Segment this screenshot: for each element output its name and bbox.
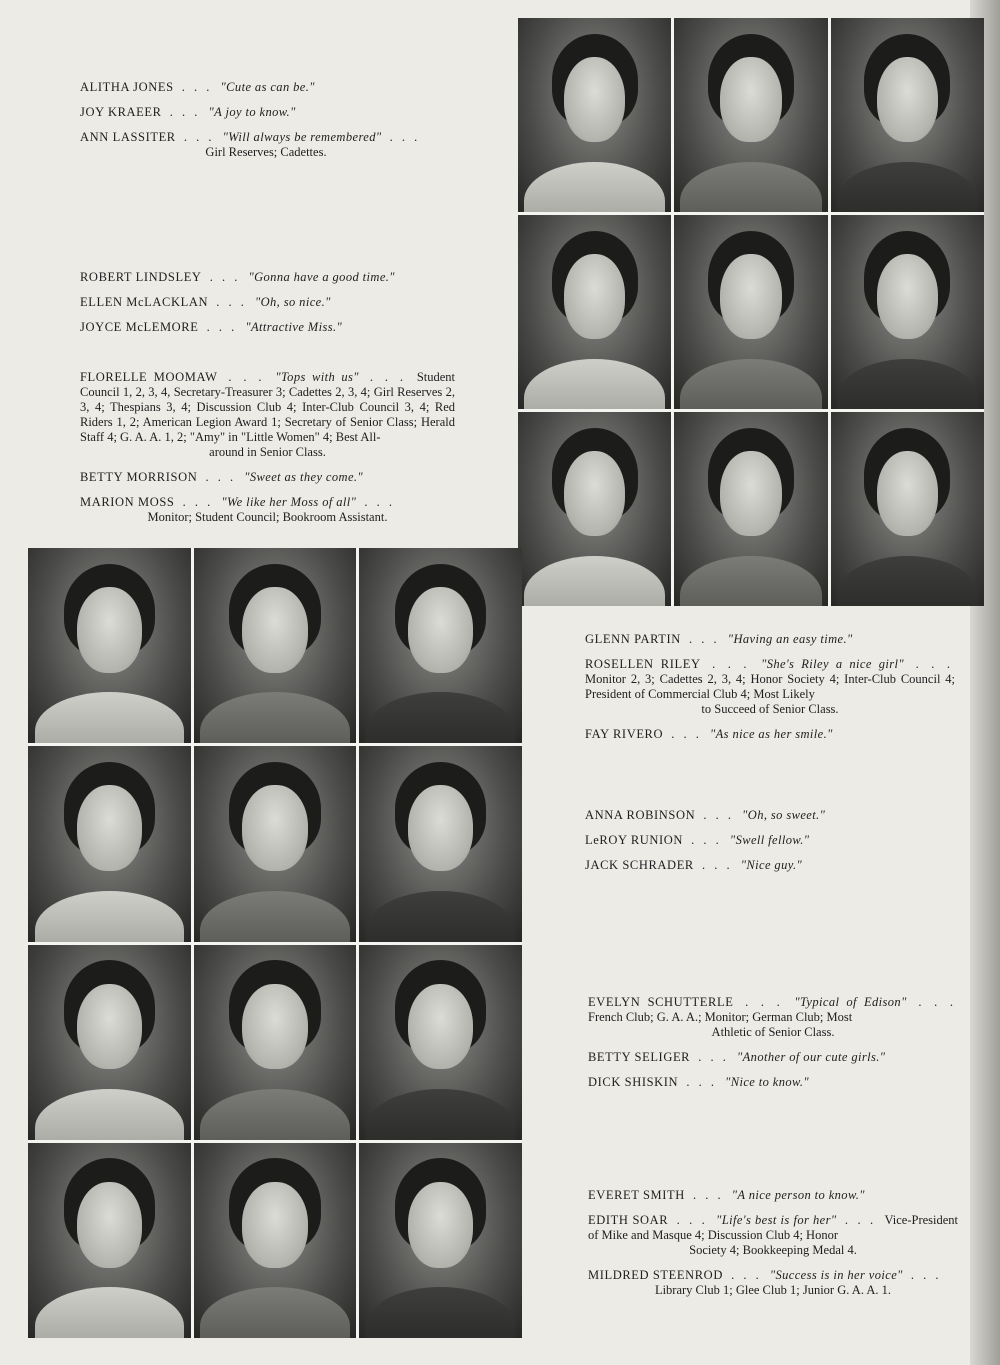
student-name: JACK SCHRADER [585,858,694,872]
student-activities-continued: Monitor; Student Council; Bookroom Assistant. [147,510,388,524]
senior-portrait-photo [194,746,357,941]
text-block-right-1 [585,632,955,752]
student-name: MILDRED STEENROD [588,1268,723,1282]
text-block-low-left [80,370,455,535]
senior-portrait-photo [194,1143,357,1338]
student-name: EVERET SMITH [588,1188,685,1202]
student-quote: "Oh, so nice." [254,295,331,309]
student-activities: French Club; G. A. A.; Monitor; German Club; Most [588,1010,853,1024]
senior-entry: ELLEN McLACKLAN . . . "Oh, so nice." [80,295,331,309]
text-block-top-left [80,80,452,170]
student-name: EDITH SOAR [588,1213,669,1227]
student-quote: "Success is in her voice" [769,1268,903,1282]
senior-portrait-photo [831,215,984,409]
student-activities-continued: Library Club 1; Glee Club 1; Junior G. A. A. 1. [654,1283,892,1297]
student-name: BETTY MORRISON [80,470,198,484]
student-name: DICK SHISKIN [588,1075,679,1089]
student-name: ROBERT LINDSLEY [80,270,202,284]
student-quote: "Tops with us" [275,370,359,384]
senior-entry: EDITH SOAR . . . "Life's best is for her" . . . Vice-President of Mike and Masque 4; Discussion Club 4; Honor Society 4; Bookkeeping Medal 4. [588,1213,959,1257]
student-quote: "Attractive Miss." [245,320,343,334]
senior-entry: JOY KRAEER . . . "A joy to know." [80,105,296,119]
senior-portrait-photo [518,18,671,212]
senior-entry: ANN LASSITER . . . "Will always be remembered" . . . Girl Reserves; Cadettes. [80,130,452,160]
senior-portrait-photo [674,412,827,606]
senior-portrait-photo [28,548,191,743]
student-name: LeROY RUNION [585,833,684,847]
text-block-mid-left [80,270,452,345]
student-name: BETTY SELIGER [588,1050,691,1064]
senior-entry: GLENN PARTIN . . . "Having an easy time." [585,632,853,646]
senior-portrait-photo [194,548,357,743]
senior-entry: ROSELLEN RILEY . . . "She's Riley a nice girl" . . . Monitor 2, 3; Cadettes 2, 3, 4; Honor Society 4; Inter-Club Council 4; President of Commercial Club 4; Most Likely to Succeed of Senior Class. [585,657,955,716]
photo-grid-bottom-left [28,548,522,1338]
student-quote: "Oh, so sweet." [742,808,826,822]
senior-portrait-photo [831,18,984,212]
senior-entry: DICK SHISKIN . . . "Nice to know." [588,1075,810,1089]
senior-entry: JOYCE McLEMORE . . . "Attractive Miss." [80,320,343,334]
student-activities-continued: Athletic of Senior Class. [711,1025,835,1039]
student-name: ANNA ROBINSON [585,808,696,822]
senior-portrait-photo [674,215,827,409]
student-quote: "Sweet as they come." [244,470,364,484]
student-quote: "Nice guy." [740,858,803,872]
student-quote: "A nice person to know." [731,1188,865,1202]
student-quote: "Nice to know." [725,1075,810,1089]
student-activities: Monitor 2, 3; Cadettes 2, 3, 4; Honor Society 4; Inter-Club Council 4; President of Commercial Club 4; Most Likely [585,672,955,701]
student-name: JOYCE McLEMORE [80,320,199,334]
senior-entry: MILDRED STEENROD . . . "Success is in her voice" . . . Library Club 1; Glee Club 1; Junior G. A. A. 1. [588,1268,958,1298]
senior-portrait-photo [28,945,191,1140]
student-name: ALITHA JONES [80,80,174,94]
text-block-right-2 [585,808,955,883]
senior-entry: BETTY SELIGER . . . "Another of our cute girls." [588,1050,886,1064]
student-activities-continued: Girl Reserves; Cadettes. [205,145,327,159]
senior-entry: ROBERT LINDSLEY . . . "Gonna have a good time." [80,270,395,284]
photo-grid-top-right [518,18,984,606]
student-name: JOY KRAEER [80,105,162,119]
student-activities-continued: around in Senior Class. [209,445,326,459]
student-activities-continued: Society 4; Bookkeeping Medal 4. [689,1243,857,1257]
student-name: MARION MOSS [80,495,175,509]
text-block-right-3 [588,995,958,1100]
student-name: FAY RIVERO [585,727,664,741]
student-name: ELLEN McLACKLAN [80,295,209,309]
student-activities: Vice-President of Mike and Masque 4; Discussion Club 4; Honor [588,1213,959,1242]
student-quote: "Having an easy time." [727,632,853,646]
student-activities-continued: to Succeed of Senior Class. [701,702,839,716]
student-quote: "Swell fellow." [729,833,810,847]
senior-portrait-photo [28,1143,191,1338]
student-quote: "Gonna have a good time." [248,270,395,284]
senior-entry: ANNA ROBINSON . . . "Oh, so sweet." [585,808,826,822]
senior-entry: MARION MOSS . . . "We like her Moss of all" . . . Monitor; Student Council; Bookroom Assistant. [80,495,455,525]
senior-portrait-photo [674,18,827,212]
senior-portrait-photo [359,548,522,743]
senior-entry: LeROY RUNION . . . "Swell fellow." [585,833,810,847]
senior-portrait-photo [359,746,522,941]
student-quote: "Typical of Edison" [794,995,907,1009]
senior-entry: FLORELLE MOOMAW . . . "Tops with us" . . . Student Council 1, 2, 3, 4, Secretary-Treasurer 3; Cadettes 2, 3, 4; Girl Reserves 2, 3, 4; Thespians 3, 4; Discussion Club 4; Inter-Club Council 3, 4; Red Riders 1, 2; American Legion Award 1; Secretary of Senior Class; Herald Staff 4; G. A. A. 1, 2; "Amy" in "Little Women" 4; Best All- around in Senior Class. [80,370,456,459]
senior-portrait-photo [359,945,522,1140]
student-quote: "Will always be remembered" [222,130,382,144]
senior-portrait-photo [518,412,671,606]
student-quote: "Life's best is for her" [716,1213,837,1227]
senior-portrait-photo [28,746,191,941]
student-quote: "Cute as can be." [220,80,315,94]
senior-portrait-photo [194,945,357,1140]
student-name: ANN LASSITER [80,130,176,144]
senior-entry: JACK SCHRADER . . . "Nice guy." [585,858,803,872]
student-quote: "She's Riley a nice girl" [761,657,905,671]
senior-entry: ALITHA JONES . . . "Cute as can be." [80,80,315,94]
student-quote: "Another of our cute girls." [737,1050,886,1064]
student-name: FLORELLE MOOMAW [80,370,218,384]
senior-entry: FAY RIVERO . . . "As nice as her smile." [585,727,833,741]
senior-entry: EVELYN SCHUTTERLE . . . "Typical of Edison" . . . French Club; G. A. A.; Monitor; German Club; Most Athletic of Senior Class. [588,995,957,1039]
student-name: EVELYN SCHUTTERLE [588,995,734,1009]
student-name: GLENN PARTIN [585,632,681,646]
senior-portrait-photo [359,1143,522,1338]
student-quote: "As nice as her smile." [710,727,833,741]
senior-entry: EVERET SMITH . . . "A nice person to know." [588,1188,865,1202]
senior-portrait-photo [831,412,984,606]
student-activities: Student Council 1, 2, 3, 4, Secretary-Treasurer 3; Cadettes 2, 3, 4; Girl Reserves 2, 3, 4; Thespians 3, 4; Discussion Club 4; Inter-Club Council 3, 4; Red Riders 1, 2; American Legion Award 1; Secretary of Senior Class; Herald Staff 4; G. A. A. 1, 2; "Amy" in "Little Women" 4; Best All- [80,370,456,444]
student-name: ROSELLEN RILEY [585,657,701,671]
student-quote: "A joy to know." [208,105,296,119]
text-block-right-4 [588,1188,958,1308]
student-quote: "We like her Moss of all" [221,495,357,509]
senior-portrait-photo [518,215,671,409]
senior-entry: BETTY MORRISON . . . "Sweet as they come." [80,470,364,484]
